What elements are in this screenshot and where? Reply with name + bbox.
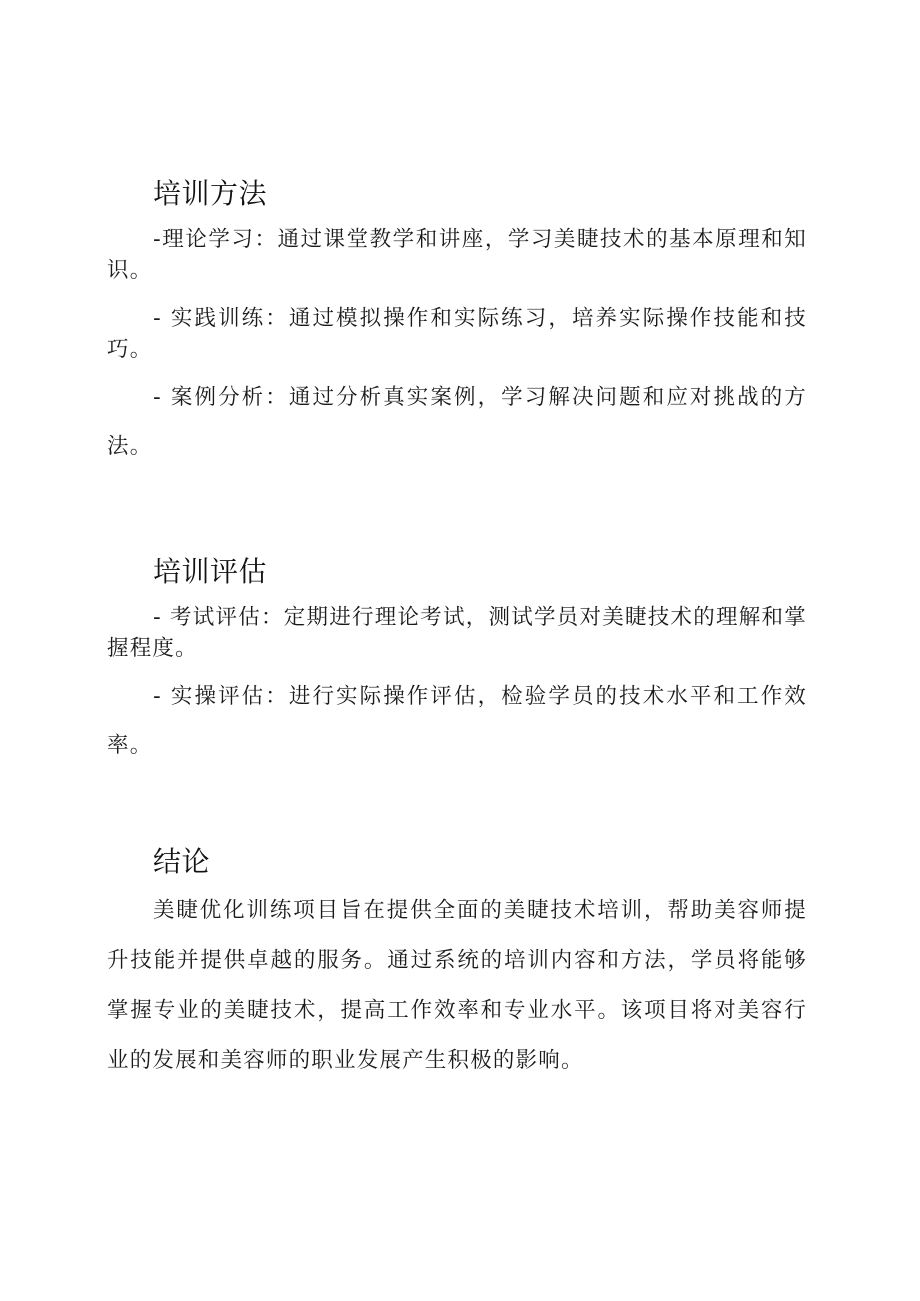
- paragraph-case-analysis: - 案例分析：通过分析真实案例，学习解决问题和应对挑战的方法。: [107, 385, 807, 459]
- paragraph-practical-evaluation: - 实操评估：进行实际操作评估，检验学员的技术水平和工作效率。: [107, 684, 807, 758]
- section-training-evaluation: [107, 552, 807, 787]
- paragraph-exam-evaluation: - 考试评估：定期进行理论考试，测试学员对美睫技术的理解和掌握程度。: [107, 605, 807, 661]
- paragraph-conclusion-body: 美睫优化训练项目旨在提供全面的美睫技术培训，帮助美容师提升技能并提供卓越的服务。通过系统的培训内容和方法，学员将能够掌握专业的美睫技术，提高工作效率和专业水平。该项目将对美容行业的发展和美容师的职业发展产生积极的影响。: [107, 898, 807, 1073]
- section-conclusion: [107, 842, 807, 1086]
- section-heading: 结论: [153, 845, 211, 878]
- paragraph-theory-learning: -理论学习：通过课堂教学和讲座，学习美睫技术的基本原理和知识。: [107, 227, 807, 283]
- section-heading: 培训方法: [153, 177, 268, 210]
- section-heading: 培训评估: [153, 555, 268, 588]
- section-training-methods: [107, 174, 807, 488]
- paragraph-practice-training: - 实践训练：通过模拟操作和实际练习，培养实际操作技能和技巧。: [107, 306, 807, 362]
